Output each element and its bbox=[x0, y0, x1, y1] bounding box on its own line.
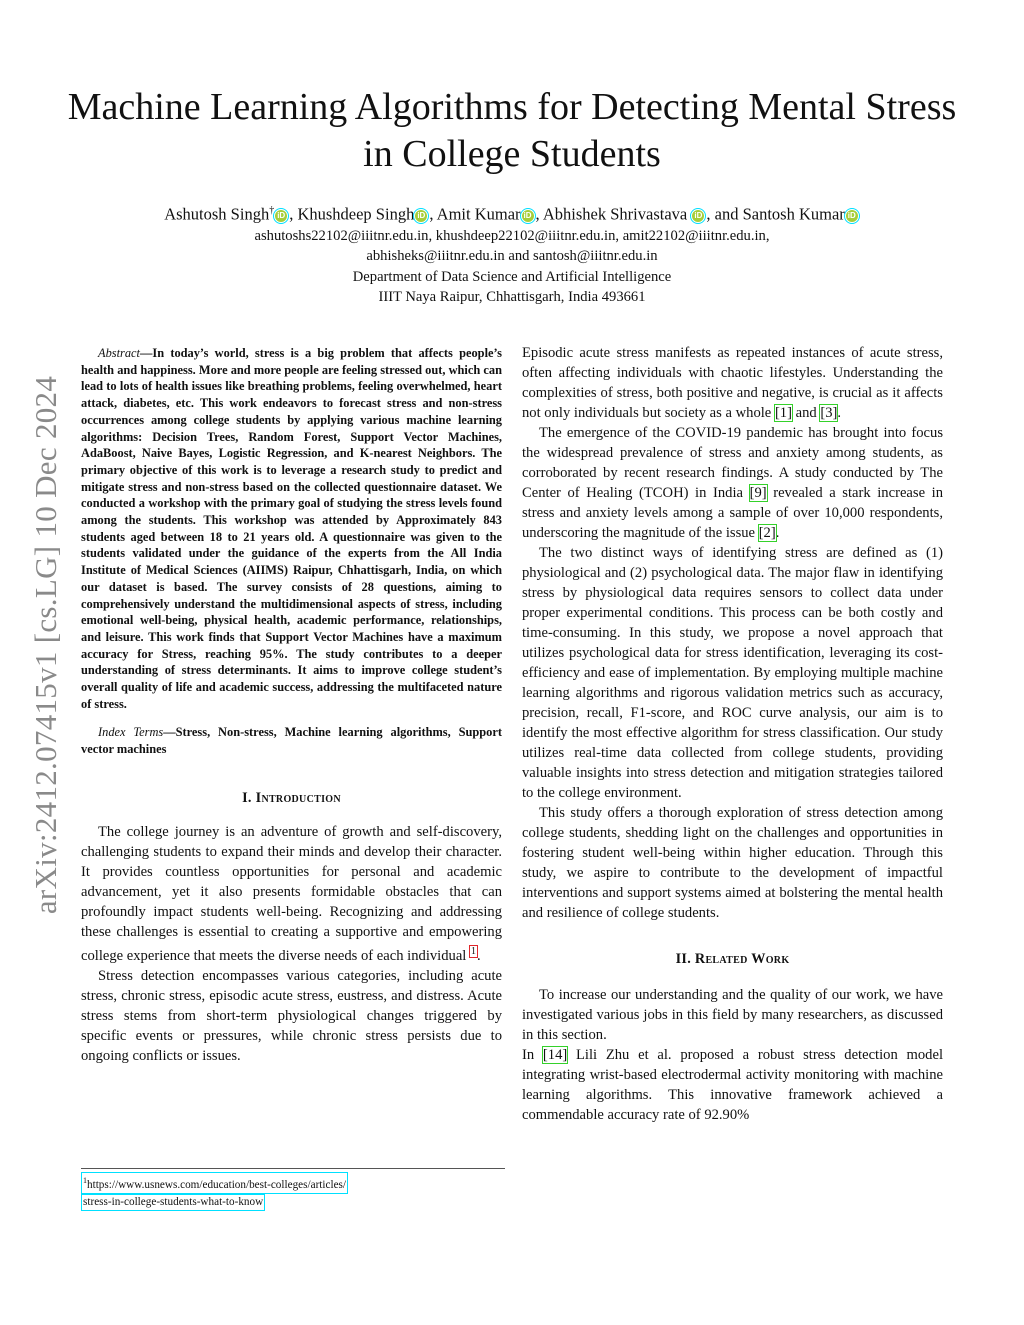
footnote-url: https://www.usnews.com/education/best-colleges/articles/ bbox=[87, 1179, 347, 1191]
paragraph-text: In bbox=[522, 1047, 543, 1063]
orcid-icon[interactable]: iD bbox=[523, 210, 532, 220]
dagger-mark: † bbox=[269, 205, 275, 216]
citation-link[interactable]: [2] bbox=[758, 525, 776, 541]
index-terms-label: Index Terms bbox=[98, 725, 164, 740]
left-column bbox=[81, 345, 502, 1066]
punctuation: . bbox=[477, 947, 481, 964]
paragraph-text: Episodic acute stress manifests as repeated instances of acute stress, often affecting individuals with chaotic lifestyles. Understanding the complexities of stress, both positive and negative, is crucial as it affects not only individuals but society as a whole bbox=[522, 345, 943, 421]
author-name: Amit Kumar bbox=[436, 204, 521, 224]
affiliation-block bbox=[80, 226, 944, 307]
paragraph-text: The emergence of the COVID-19 pandemic has brought into focus the widespread prevalence of stress and anxiety among students, as corroborated by recent research findings. A study conducted by The Center of Healing (TCOH) in India bbox=[522, 425, 943, 501]
footnote-ref[interactable]: 1 bbox=[471, 945, 477, 957]
body-paragraph: The two distinct ways of identifying stress are defined as (1) physiological and (2) psychological data. The major flaw in identifying stress by physiological data requires sensors to collect data under proper experimental conditions. This process can be both costly and time-consuming. In this study, we propose a novel approach that utilizes psychological data for stress identification, leveraging its cost-efficiency and ease of implementation. By employing multiple machine learning algorithms and rigorous validation metrics such as accuracy, precision, recall, F1-score, and ROC curve analysis, our aim is to identify the most effective algorithm for stress classification. Our study utilizes real-time data collected from college students, providing valuable insights into stress detection and mitigation strategies tailored to the college environment. bbox=[522, 545, 943, 801]
institute: IIIT Naya Raipur, Chhattisgarh, India 493661 bbox=[378, 288, 646, 305]
index-terms-text: —Stress, Non-stress, Machine learning algorithms, Support vector machines bbox=[81, 725, 502, 757]
paragraph-text: revealed a stark increase in stress and anxiety levels among a sample of over 10,000 respondents, underscoring the magnitude of the issue bbox=[522, 485, 943, 541]
orcid-icon[interactable]: iD bbox=[277, 210, 286, 220]
footnote-link[interactable]: stress-in-college-students-what-to-know bbox=[81, 1194, 265, 1211]
body-paragraph bbox=[522, 423, 943, 543]
abstract bbox=[81, 345, 502, 712]
body-paragraph: To increase our understanding and the quality of our work, we have investigated various jobs in this field by many researchers, as discussed in this section. bbox=[522, 987, 943, 1043]
paragraph-text: Lili Zhu et al. proposed a robust stress detection model integrating wrist-based electrodermal activity monitoring with machine learning algorithms. This innovative framework achieved a commendable accuracy rate of 92.90% bbox=[522, 1047, 943, 1123]
footnote-link[interactable] bbox=[81, 1172, 348, 1194]
author-name: Abhishek Shrivastava bbox=[542, 204, 688, 224]
orcid-icon[interactable]: iD bbox=[417, 210, 426, 220]
author-name: Khushdeep Singh bbox=[297, 204, 415, 224]
index-terms bbox=[81, 724, 502, 757]
and-word: and bbox=[714, 204, 739, 224]
body-paragraph bbox=[522, 343, 943, 423]
arxiv-identifier: arXiv:2412.07415v1 [cs.LG] 10 Dec 2024 bbox=[28, 375, 64, 915]
intro-paragraph: Stress detection encompasses various categories, including acute stress, chronic stress, episodic acute stress, eustress, and distress. Acute stress stems from short-term physiological changes triggered by specific events or pressures, while chronic stress persists due to ongoing conflicts or issues. bbox=[81, 967, 502, 1064]
author-list: Ashutosh Singh† iD , Khushdeep Singh iD , Amit Kumar iD , Abhishek Shrivastava iD , and Santosh Kumar iD bbox=[164, 204, 856, 224]
department: Department of Data Science and Artificial Intelligence bbox=[352, 268, 672, 285]
section-heading-related-work: II. Related Work bbox=[675, 951, 790, 967]
email-line: abhisheks@iiitnr.edu.in and santosh@iiitnr.edu.in bbox=[366, 248, 658, 265]
arxiv-sidebar bbox=[26, 350, 66, 940]
punctuation: . bbox=[775, 525, 780, 541]
paragraph-text: The college journey is an adventure of growth and self-discovery, challenging students to expand their minds and develop their character. It provides countless opportunities for personal and academic advancement, yet it also presents formidable obstacles that can profoundly impact students well-being. Recognizing and addressing these challenges is essential to creating a supportive and empowering college experience that meets the diverse needs of each individual bbox=[81, 823, 502, 964]
intro-paragraph bbox=[81, 822, 502, 966]
citation-link[interactable]: [14] bbox=[542, 1047, 568, 1063]
citation-link[interactable]: [3] bbox=[820, 405, 838, 421]
citation-link[interactable]: [9] bbox=[749, 485, 767, 501]
punctuation: . bbox=[837, 405, 842, 421]
orcid-icon[interactable]: iD bbox=[847, 210, 856, 220]
footnote bbox=[81, 1168, 505, 1211]
orcid-icon[interactable]: iD bbox=[694, 210, 703, 220]
body-paragraph: This study offers a thorough exploration of stress detection among college students, shedding light on the challenges and opportunities in fostering student well-being within higher education. Through this study, we aspire to contribute to the development of impactful interventions and support systems aimed at bolstering the mental health and resilience of college students. bbox=[522, 805, 943, 921]
section-heading-introduction: I. Introduction bbox=[242, 789, 341, 806]
paragraph-text: and bbox=[791, 405, 821, 421]
author-name: Ashutosh Singh bbox=[164, 204, 270, 224]
body-paragraph bbox=[522, 1045, 943, 1125]
author-name: Santosh Kumar bbox=[742, 204, 845, 224]
paper-title: Machine Learning Algorithms for Detecting Mental Stress in College Students bbox=[67, 86, 957, 175]
abstract-label: Abstract bbox=[98, 346, 140, 360]
right-column bbox=[522, 343, 943, 1125]
footnote-mark: 1 bbox=[83, 1176, 87, 1185]
citation-link[interactable]: [1] bbox=[774, 405, 792, 421]
abstract-text: —In today’s world, stress is a big problem that affects people’s health and happiness. More and more people are feeling stressed out, which can lead to lots of health issues like breathing problems, feeling overwhelmed, heart attack, diabetes, etc. This work endeavors to forecast stress and non-stress occurrences among college students by applying various machine learning algorithms: Decision Trees, Random Forest, Support Vector Machines, AdaBoost, Naive Bayes, Logistic Regression, and K-nearest Neighbors. The primary objective of this work is to leverage a research study to predict and mitigate stress and non-stress based on the collected questionnaire dataset. We conducted a workshop with the primary goal of studying the stress levels found among the students. This workshop was attended by Approximately 843 students aged between 18 to 21 years old. A questionnaire was given to the students validated under the guidance of the experts from the All India Institute of Medical Sciences (AIIMS) Raipur, Chhattisgarh, India, on which our dataset is based. The survey consists of 28 questions, aiming to comprehensively understand the multidimensional aspects of stress, including emotional well-being, physical health, academic performance, relationships, and leisure. This work finds that Support Vector Machines have a maximum accuracy for Stress, reaching 95%. The study contributes to a deeper understanding of stress determinants. It aims to improve college student’s overall quality of life and academic success, addressing the multifaceted nature of stress. bbox=[81, 346, 502, 711]
email-line: ashutoshs22102@iiitnr.edu.in, khushdeep22102@iiitnr.edu.in, amit22102@iiitnr.edu.in, bbox=[254, 228, 770, 244]
